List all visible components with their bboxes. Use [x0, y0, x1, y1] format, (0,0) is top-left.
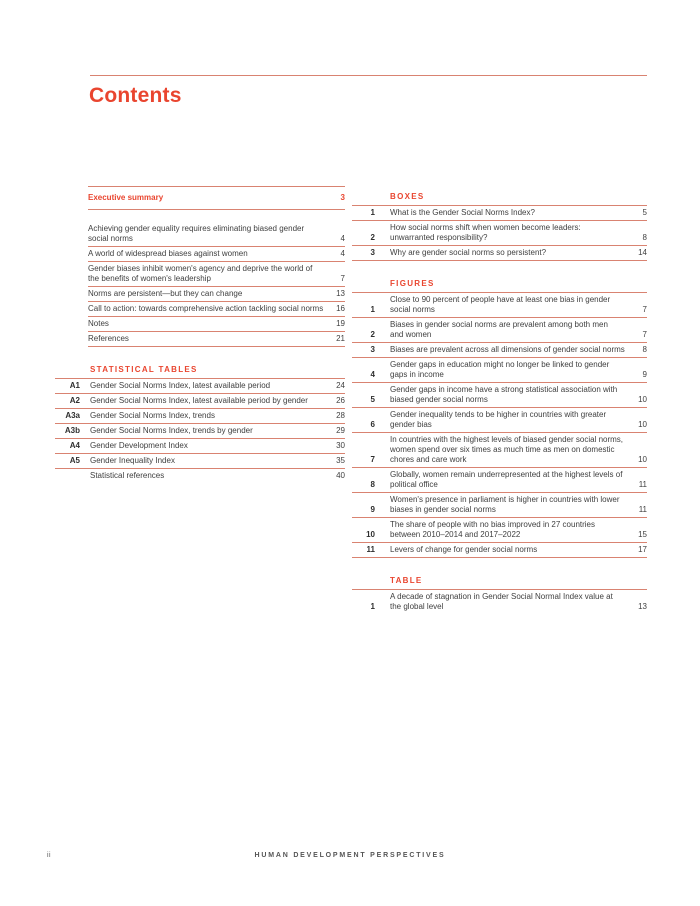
entry-page-number: 7: [642, 305, 647, 314]
entry-page-number: 5: [642, 208, 647, 217]
entry-page-number: 3: [340, 193, 345, 202]
toc-entry[interactable]: [352, 383, 647, 408]
entry-page-number: 26: [336, 396, 345, 405]
entry-title: Gender inequality tends to be higher in countries with greater gender bias: [390, 410, 607, 429]
entry-page-number: 7: [340, 274, 345, 283]
entry-label: 10: [366, 530, 375, 539]
entry-page-number: 10: [638, 420, 647, 429]
right-column: [352, 192, 647, 614]
toc-entry[interactable]: [88, 332, 345, 347]
entry-title: Gender Inequality Index: [90, 456, 175, 465]
table-entries: [352, 590, 647, 614]
entry-label: 3: [370, 345, 375, 354]
entry-page-number: 10: [638, 395, 647, 404]
entry-label: 1: [370, 208, 375, 217]
entry-page-number: 17: [638, 545, 647, 554]
entry-title: Gender biases inhibit women's agency and deprive the world of the benefits of women's leadership: [88, 264, 313, 283]
figures-section: [352, 279, 647, 558]
statistical-tables-heading: STATISTICAL TABLES: [55, 365, 345, 379]
entry-label: 2: [370, 233, 375, 242]
toc-entry[interactable]: [55, 409, 345, 424]
entry-page-number: 10: [638, 455, 647, 464]
entry-label: 11: [366, 545, 375, 554]
entry-page-number: 14: [638, 248, 647, 257]
toc-entry[interactable]: [352, 343, 647, 358]
entry-title: The share of people with no bias improved in 27 countries between 2010–2014 and 2017–2022: [390, 520, 596, 539]
entry-label: A2: [69, 396, 80, 405]
boxes-section: [352, 192, 647, 261]
entry-title: Gender Development Index: [90, 441, 188, 450]
toc-entry[interactable]: [88, 262, 345, 287]
entry-title: Achieving gender equality requires eliminating biased gender social norms: [88, 224, 305, 243]
entry-page-number: 13: [336, 289, 345, 298]
figures-heading: FIGURES: [352, 279, 647, 293]
toc-entry[interactable]: [352, 318, 647, 343]
entry-title: How social norms shift when women become leaders: unwarranted responsibility?: [390, 223, 581, 242]
entry-page-number: 8: [642, 233, 647, 242]
toc-entry[interactable]: [88, 247, 345, 262]
entry-label: A5: [69, 456, 80, 465]
toc-entry[interactable]: [55, 379, 345, 394]
entry-title: Gender Social Norms Index, latest available period: [90, 381, 271, 390]
toc-entry[interactable]: [352, 358, 647, 383]
entry-page-number: 7: [642, 330, 647, 339]
entry-page-number: 13: [638, 602, 647, 611]
entry-label: A4: [69, 441, 80, 450]
toc-entry[interactable]: [352, 206, 647, 221]
entry-title: References: [88, 334, 129, 343]
toc-entry[interactable]: [352, 293, 647, 318]
entry-title: A world of widespread biases against women: [88, 249, 248, 258]
entry-label: 2: [370, 330, 375, 339]
toc-entry[interactable]: [352, 493, 647, 518]
entry-page-number: 35: [336, 456, 345, 465]
left-column: [55, 186, 345, 483]
page-title: Contents: [89, 84, 182, 107]
toc-entry[interactable]: [352, 518, 647, 543]
entry-page-number: 21: [336, 334, 345, 343]
entry-title: Statistical references: [90, 471, 165, 480]
entry-label: 9: [370, 505, 375, 514]
entry-title: Globally, women remain underrepresented at the highest levels of political office: [390, 470, 623, 489]
table-section: [352, 576, 647, 614]
footer-page-number: ii: [47, 852, 52, 859]
toc-entry[interactable]: [55, 469, 345, 483]
overview-entries: [88, 222, 345, 347]
toc-entry[interactable]: [55, 439, 345, 454]
toc-entry[interactable]: [55, 394, 345, 409]
entry-title: Notes: [88, 319, 109, 328]
entry-label: 4: [370, 370, 375, 379]
entry-title: Biases in gender social norms are prevalent among both men and women: [390, 320, 608, 339]
entry-page-number: 15: [638, 530, 647, 539]
toc-entry[interactable]: [88, 222, 345, 247]
entry-page-number: 40: [336, 471, 345, 480]
entry-title: In countries with the highest levels of biased gender social norms, women spend over six times as much time as men on domestic chores and care work: [390, 435, 624, 464]
toc-entry[interactable]: [352, 590, 647, 614]
executive-summary-block: [88, 186, 345, 210]
toc-entry[interactable]: [88, 287, 345, 302]
toc-entry[interactable]: [352, 543, 647, 558]
footer-series-title: HUMAN DEVELOPMENT PERSPECTIVES: [254, 852, 446, 859]
toc-entry[interactable]: [88, 302, 345, 317]
toc-entry[interactable]: [88, 317, 345, 332]
entry-title: Gender gaps in income have a strong statistical association with biased gender social norms: [390, 385, 618, 404]
boxes-entries: [352, 206, 647, 261]
entry-page-number: 9: [642, 370, 647, 379]
entry-label: 1: [370, 602, 375, 611]
boxes-heading: BOXES: [352, 192, 647, 206]
toc-entry[interactable]: [352, 221, 647, 246]
entry-page-number: 30: [336, 441, 345, 450]
entry-label: A3a: [65, 411, 80, 420]
entry-page-number: 19: [336, 319, 345, 328]
entry-title: Gender Social Norms Index, trends by gender: [90, 426, 253, 435]
toc-entry[interactable]: [55, 424, 345, 439]
entry-title: Gender Social Norms Index, trends: [90, 411, 215, 420]
entry-title: What is the Gender Social Norms Index?: [390, 208, 535, 217]
entry-page-number: 8: [642, 345, 647, 354]
statistical-tables-section: [55, 365, 345, 483]
entry-page-number: 4: [340, 249, 345, 258]
toc-entry[interactable]: [352, 408, 647, 433]
entry-title: Gender gaps in education might no longer be linked to gender gaps in income: [390, 360, 610, 379]
entry-label: 5: [370, 395, 375, 404]
entry-page-number: 11: [638, 505, 647, 514]
figures-entries: [352, 293, 647, 558]
entry-label: 6: [370, 420, 375, 429]
toc-entry[interactable]: [352, 246, 647, 261]
toc-entry[interactable]: [352, 433, 647, 468]
entry-label: A1: [69, 381, 80, 390]
entry-title: Executive summary: [88, 193, 164, 202]
entry-page-number: 16: [336, 304, 345, 313]
entry-page-number: 24: [336, 381, 345, 390]
entry-page-number: 4: [340, 234, 345, 243]
table-heading: TABLE: [352, 576, 647, 590]
entry-label: 7: [370, 455, 375, 464]
entry-label: 3: [370, 248, 375, 257]
entry-page-number: 29: [336, 426, 345, 435]
entry-page-number: 28: [336, 411, 345, 420]
top-rule: [90, 75, 647, 76]
entry-label: 1: [370, 305, 375, 314]
entry-label: A3b: [64, 426, 80, 435]
entry-title: Why are gender social norms so persistent?: [390, 248, 547, 257]
toc-entry[interactable]: [55, 454, 345, 469]
entry-label: 8: [370, 480, 375, 489]
entry-title: Levers of change for gender social norms: [390, 545, 538, 554]
entry-title: Call to action: towards comprehensive action tackling social norms: [88, 304, 324, 313]
statistical-tables-entries: [55, 379, 345, 483]
entry-title: Norms are persistent—but they can change: [88, 289, 243, 298]
entry-page-number: 11: [638, 480, 647, 489]
toc-entry-executive-summary[interactable]: [88, 186, 345, 210]
entry-title: Gender Social Norms Index, latest available period by gender: [90, 396, 308, 405]
entry-title: Close to 90 percent of people have at least one bias in gender social norms: [390, 295, 611, 314]
entry-title: Biases are prevalent across all dimensions of gender social norms: [390, 345, 625, 354]
toc-entry[interactable]: [352, 468, 647, 493]
entry-title: A decade of stagnation in Gender Social Normal Index value at the global level: [390, 592, 613, 611]
entry-title: Women's presence in parliament is higher in countries with lower biases in gender social norms: [390, 495, 620, 514]
